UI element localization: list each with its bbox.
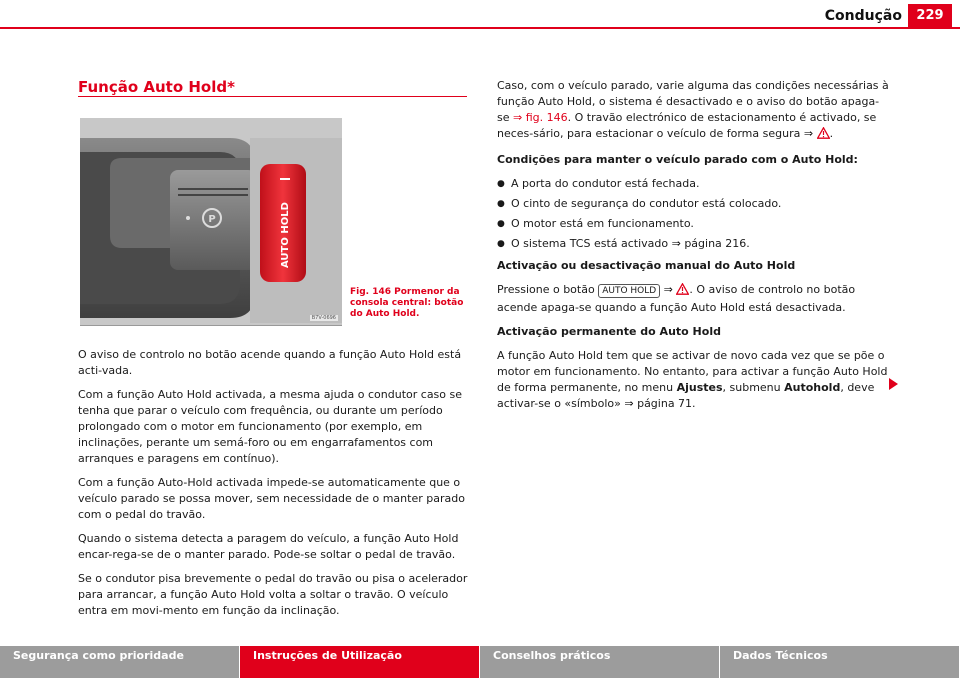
paragraph: O aviso de controlo no botão acende quando a função Auto Hold está acti-vada. [78,348,462,377]
submenu-name: Autohold [784,381,841,394]
chapter-title: Condução [824,8,902,24]
permanent-text: , submenu [722,381,785,394]
tab-seguranca[interactable]: Segurança como prioridade [0,646,240,678]
menu-name: Ajustes [676,381,723,394]
intro-text: Caso, com o veículo parado, varie alguma das condições necessárias à função Auto Hold, o sistema é desactivado e o aviso do botão apaga-se [497,79,889,124]
list-item: ● A porta do condutor está fechada. [497,176,889,192]
figure-reference-link[interactable]: ⇒ fig. 146 [513,111,568,124]
paragraph: Com a função Auto-Hold activada impede-se automaticamente que o veículo parado se possa mover, sem necessidade de o manter parado com o pedal do travão. [78,476,465,521]
left-column [78,347,470,627]
paragraph: Com a função Auto Hold activada, a mesma ajuda o condutor caso se tenha que parar o veículo com frequência, ou durante um período prolongado com o motor em funcionamento (por exemplo, em inclinações, perante um semá-foro ou em engarrafamentos com arranques e paragens em contínuo). [78,388,463,465]
figure-auto-hold-console [80,118,342,326]
permanent-text: A função Auto Hold tem que se activar de novo cada vez que se põe o motor em funcionamento. No entanto, para activar a função Auto Hold de forma permanente, no menu [497,349,888,394]
auto-hold-button-label: AUTO HOLD [280,202,291,268]
manual-text: . O aviso de controlo no botão acende apaga-se quando a função Auto Hold está desactivada. [497,283,856,314]
auto-hold-key: AUTO HOLD [598,284,660,298]
svg-text:P: P [208,214,216,225]
intro-text: . O travão electrónico de estacionamento é activado, se neces-sário, para estacionar o veículo de forma segura ⇒ [497,111,877,140]
manual-heading: Activação ou desactivação manual do Auto Hold [497,259,796,272]
section-title: Função Auto Hold* [78,78,235,96]
permanent-text: , deve activar-se o «símbolo» ⇒ página 71. [497,381,875,410]
warning-triangle-icon [676,283,689,300]
tab-conselhos[interactable]: Conselhos práticos [480,646,720,678]
console-illustration [80,118,342,325]
right-column [497,78,889,420]
tab-instrucoes[interactable]: Instruções de Utilização [240,646,480,678]
next-page-arrow-icon[interactable] [889,378,898,390]
paragraph: Quando o sistema detecta a paragem do veículo, a função Auto Hold encar-rega-se de o manter parado. Pode-se soltar o pedal de travão. [78,532,459,561]
conditions-heading: Condições para manter o veículo parado com o Auto Hold: [497,153,858,166]
footer-nav [0,646,960,678]
manual-paragraph [497,282,889,316]
intro-paragraph [497,78,889,144]
figure-code: B7V-0696 [311,315,336,321]
paragraph: Se o condutor pisa brevemente o pedal do travão ou pisa o acelerador para arrancar, a função Auto Hold volta a soltar o travão. O veículo entra em movi-mento em função da inclinação. [78,572,468,617]
tab-dados-tecnicos[interactable]: Dados Técnicos [720,646,960,678]
section-rule [78,96,467,97]
warning-triangle-icon [817,127,830,144]
permanent-paragraph [497,348,889,412]
conditions-list [497,176,889,252]
manual-text: Pressione o botão [497,283,599,296]
list-item: ● O cinto de segurança do condutor está colocado. [497,196,889,212]
permanent-heading: Activação permanente do Auto Hold [497,325,721,338]
page-number: 229 [908,4,952,27]
header-rule [0,27,960,29]
intro-text: . [829,127,834,140]
manual-text: ⇒ [660,283,677,296]
list-item: ● O motor está em funcionamento. [497,216,889,232]
figure-caption: Fig. 146 Pormenor da consola central: botão do Auto Hold. [350,287,464,319]
list-item: ● O sistema TCS está activado ⇒ página 216. [497,236,889,252]
